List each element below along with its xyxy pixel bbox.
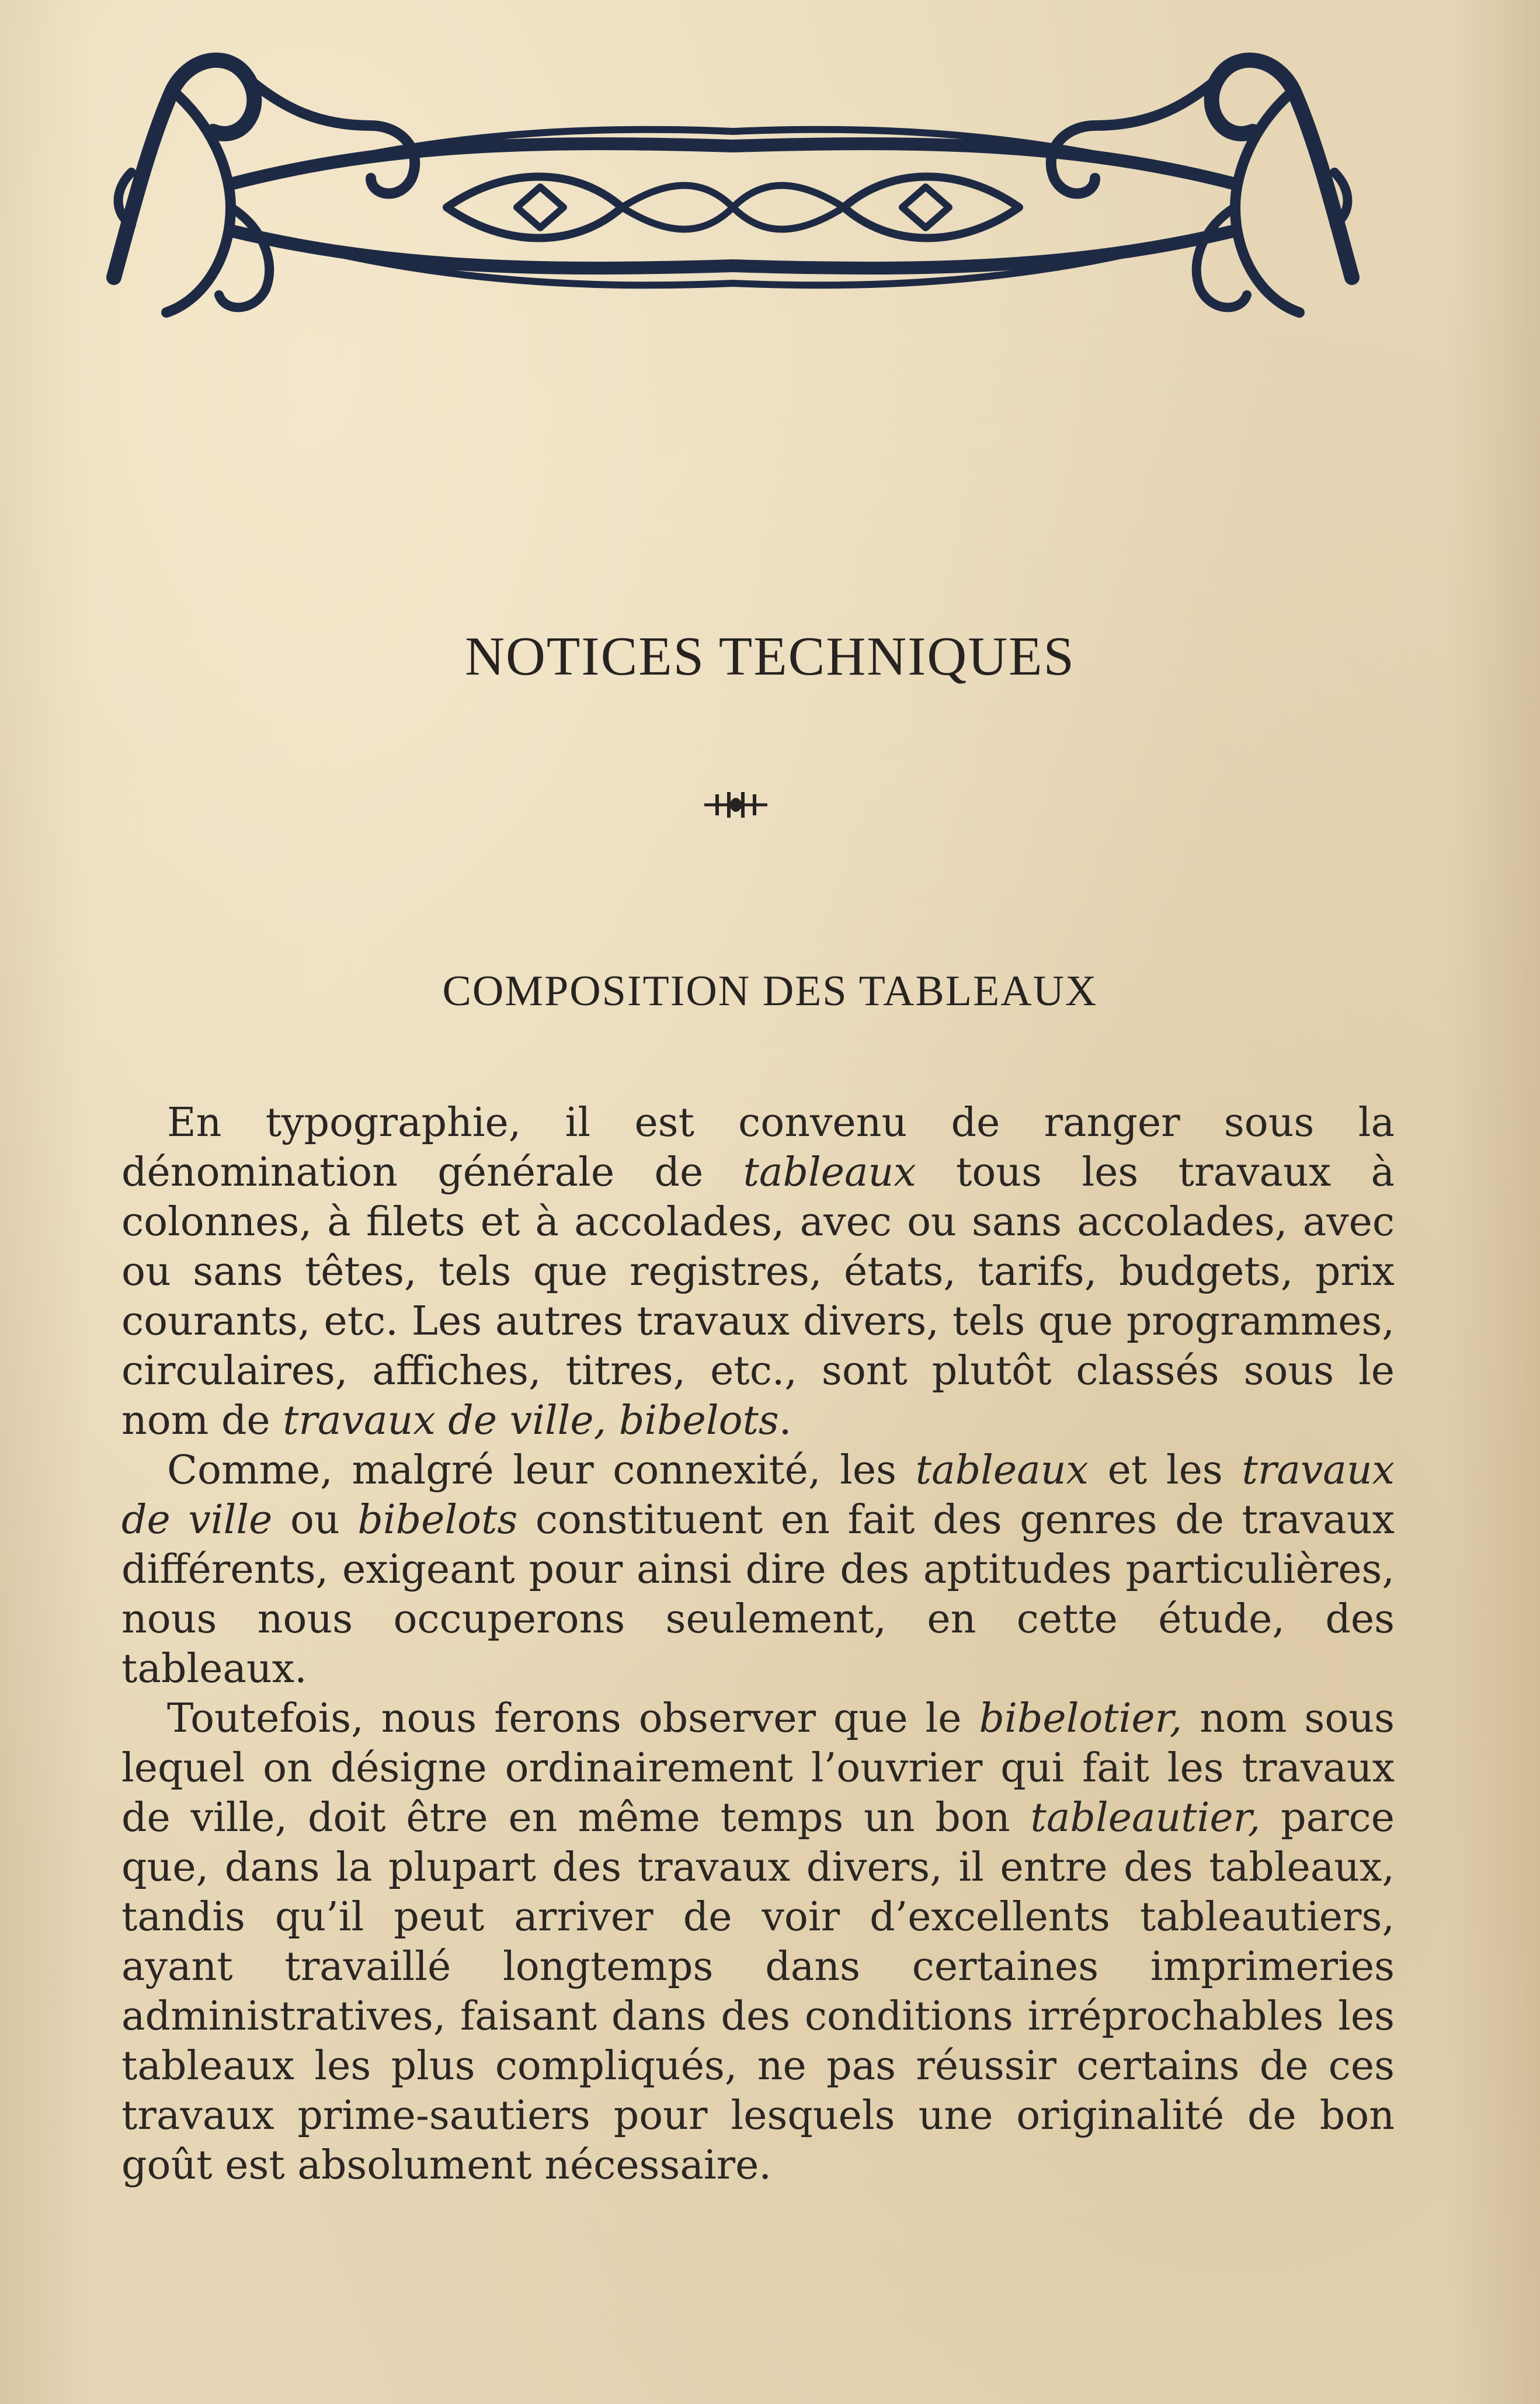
body-text (121, 1098, 1395, 2190)
italic-text: travaux de ville (121, 1447, 1395, 1543)
italic-text: bibelotier, (979, 1696, 1183, 1742)
page-title: NOTICES TECHNIQUES (465, 626, 1075, 687)
text-run: constituent en fait des genres de travaux différents, exigeant pour ainsi dire des aptitudes particulières, nous nous occuperons seulement, en cette étude, des tableaux. (121, 1497, 1395, 1692)
art-nouveau-headpiece-icon (96, 38, 1369, 362)
italic-text: bibelots (357, 1497, 518, 1543)
italic-text: tableautier, (1030, 1795, 1261, 1841)
section-title: COMPOSITION DES TABLEAUX (442, 967, 1098, 1015)
italic-text: tableaux (915, 1447, 1089, 1493)
italic-text: travaux de ville, bibelots (283, 1398, 779, 1444)
paragraph (121, 1694, 1395, 2190)
text-run: Toutefois, nous ferons observer que le (167, 1696, 979, 1742)
text-run: En typographie, il est convenu de ranger sous la dénomination générale de (121, 1100, 1395, 1196)
text-run: . (778, 1398, 792, 1444)
text-run: tous les travaux à colonnes, à filets et à accolades, avec ou sans accolades, avec ou sans têtes, tels que registres, états, tarifs, budgets, prix courants, etc. Les autres travaux divers, tels que programmes, circulaires, affiches, titres, etc., sont plutôt classés sous le nom de (121, 1149, 1395, 1444)
text-run: ou (272, 1497, 358, 1543)
text-run: Comme, malgré leur connexité, les (167, 1447, 916, 1493)
text-run: et les (1088, 1447, 1242, 1493)
paragraph (121, 1098, 1395, 1446)
paragraph (121, 1446, 1395, 1694)
text-run: parce que, dans la plupart des travaux divers, il entre des tableaux, tandis qu’il peut arriver de voir d’excellents tableautiers, ayant travaillé longtemps dans certaines imprimeries administratives, faisant dans des conditions irréprochables les tableaux les plus compliqués, ne pas réussir certains de ces travaux prime-sautiers pour lesquels une originalité de bon goût est absolument nécessaire. (121, 1795, 1395, 2188)
italic-text: tableaux (743, 1149, 916, 1196)
fleuron-icon (701, 787, 771, 822)
text-run: nom sous lequel on désigne ordinairement l’ouvrier qui fait les travaux de ville, doit être en même temps un bon (121, 1696, 1395, 1841)
